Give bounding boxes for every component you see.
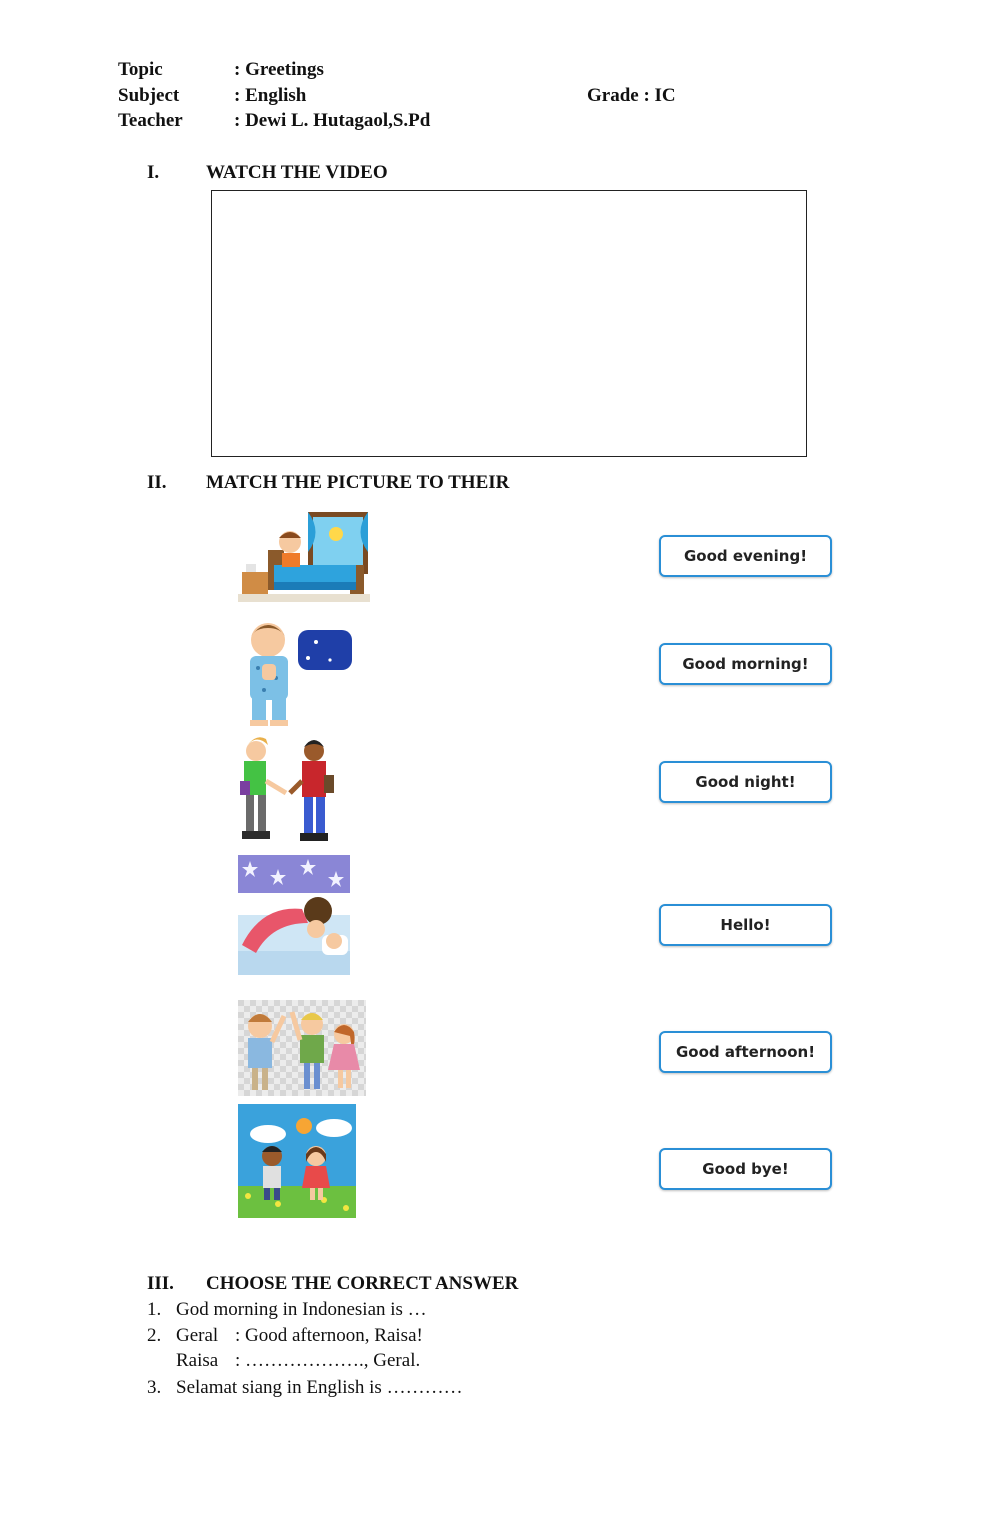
question2-line-b[interactable]: : ………………., Geral. (235, 1350, 421, 1371)
teacher-value: : Dewi L. Hutagaol,S.Pd (234, 110, 431, 131)
subject-value: : English (234, 85, 307, 106)
topic-label: Topic (118, 59, 163, 80)
section3-number: III. (147, 1273, 174, 1294)
option-hello[interactable]: Hello! (659, 904, 832, 946)
option-good-night[interactable]: Good night! (659, 761, 832, 803)
children-waving-picture[interactable] (238, 1000, 366, 1096)
section1-number: I. (147, 162, 160, 183)
option-good-bye[interactable]: Good bye! (659, 1148, 832, 1190)
grade-text: Grade : IC (587, 85, 676, 106)
question2-speaker-b: Raisa (176, 1350, 219, 1371)
topic-value: : Greetings (234, 59, 324, 80)
boy-praying-night-picture[interactable] (238, 620, 356, 726)
subject-label: Subject (118, 85, 180, 106)
option-good-evening[interactable]: Good evening! (659, 535, 832, 577)
section1-title: WATCH THE VIDEO (206, 162, 388, 183)
question2-speaker-a: Geral (176, 1325, 219, 1346)
question1-text: God morning in Indonesian is … (176, 1299, 427, 1320)
children-sunny-field-picture[interactable] (238, 1104, 356, 1218)
section2-title: MATCH THE PICTURE TO THEIR (206, 472, 510, 493)
question3-number: 3. (147, 1377, 162, 1398)
section2-number: II. (147, 472, 167, 493)
option-good-afternoon[interactable]: Good afternoon! (659, 1031, 832, 1073)
question3-text: Selamat siang in English is ………… (176, 1377, 463, 1398)
mother-kissing-child-picture[interactable] (238, 855, 352, 977)
question1-number: 1. (147, 1299, 162, 1320)
option-good-morning[interactable]: Good morning! (659, 643, 832, 685)
teacher-label: Teacher (118, 110, 183, 131)
two-boys-greeting-picture[interactable] (238, 737, 338, 845)
video-placeholder[interactable] (211, 190, 807, 457)
section3-title: CHOOSE THE CORRECT ANSWER (206, 1273, 519, 1294)
waking-up-boy-picture[interactable] (238, 510, 370, 602)
question2-line-a: : Good afternoon, Raisa! (235, 1325, 423, 1346)
question2-number: 2. (147, 1325, 162, 1346)
